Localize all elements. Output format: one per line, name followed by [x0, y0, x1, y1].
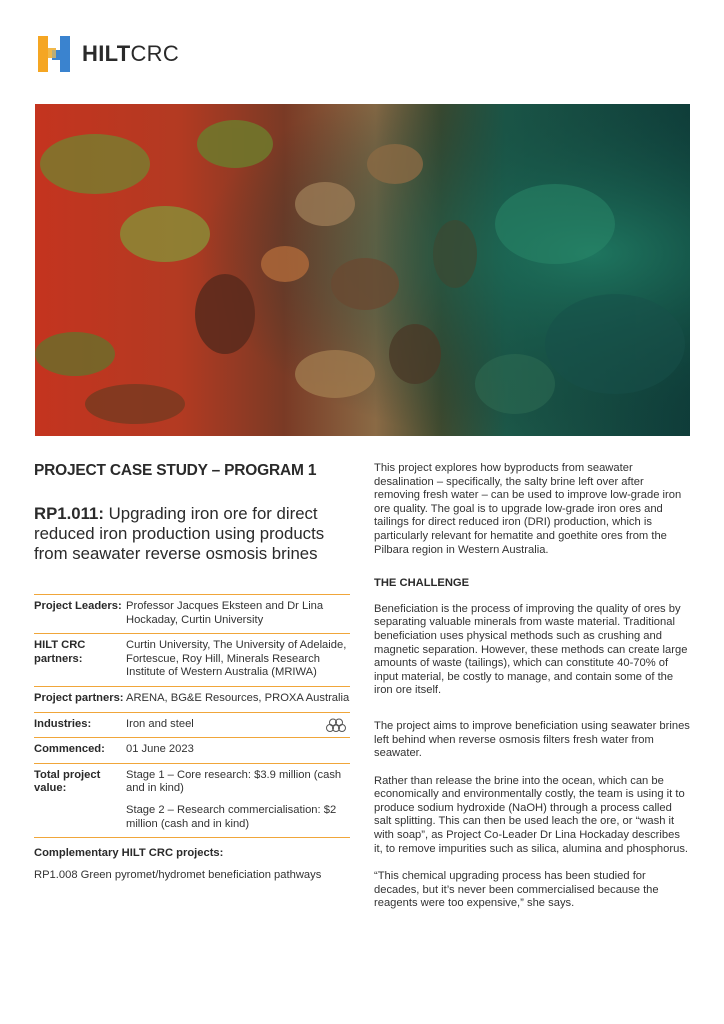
project-code: RP1.011: — [34, 504, 104, 523]
fact-row-project-partners — [34, 687, 350, 713]
fact-value: Iron and steel — [126, 717, 194, 730]
fact-value: Stage 1 – Core research: $3.9 million (cash and in kind) Stage 2 – Research commercialisation: $2 million (cash and in kind) — [126, 768, 342, 830]
section-eyebrow: PROJECT CASE STUDY – PROGRAM 1 — [34, 462, 317, 479]
complementary-projects — [34, 846, 350, 882]
left-column — [34, 462, 350, 564]
fact-value: Professor Jacques Eksteen and Dr Lina Hockaday, Curtin University — [126, 600, 324, 626]
body-paragraph: Beneficiation is the process of improving the quality of ores by separating valuable minerals from waste material. Traditional beneficiation uses physical methods such as crushing and magnetic separation. However, these methods can create large amounts of waste (tailings), which can constitute 40-70% of input material, be costly to manage, and contain some of the iron ore itself. — [374, 602, 688, 697]
fact-row-industries — [34, 713, 350, 739]
body-paragraph: “This chemical upgrading process has been studied for decades, but it’s never been commercialised because the reagents were too expensive,” she says. — [374, 870, 659, 910]
fact-value: Curtin University, The University of Adelaide, Fortescue, Roy Hill, Minerals Research Institute of Western Australia (MRIWA) — [126, 639, 347, 679]
body-paragraph: Rather than release the brine into the ocean, which can be economically and environmentally costly, the team is using it to produce sodium hydroxide (NaOH) through a process called salt splitting. This can then be used leach the ore, or “wash it with soap”, as Project Co-Leader Dr Lina Hockaday describes it, to remove impurities such as silica, alumina and phosphorus. — [374, 774, 689, 855]
hilt-crc-logo — [34, 32, 179, 76]
fact-value: ARENA, BG&E Resources, PROXA Australia — [126, 691, 350, 704]
complementary-label: Complementary HILT CRC projects: — [34, 847, 224, 860]
fact-label: Project partners: — [34, 691, 124, 704]
project-facts-table — [34, 594, 350, 882]
right-column-body — [374, 462, 690, 925]
iron-ore-pile-icon — [324, 717, 348, 733]
intro-paragraph: This project explores how byproducts from seawater desalination – specifically, the salty brine left over after removing fresh water – can be used to improve low-grade iron ore quality. The goal is to upgrade low-grade iron ores and tailings for direct reduced iron (DRI) production, which is particularly relevant for hematite and goethite ores from the Pilbara region in Western Australia. — [374, 462, 682, 556]
fact-label: HILT CRC partners: — [34, 639, 86, 665]
fact-row-commenced — [34, 738, 350, 764]
project-title — [34, 504, 350, 564]
fact-row-hilt-partners — [34, 634, 350, 687]
fact-value: 01 June 2023 — [126, 743, 194, 756]
fact-label: Industries: — [34, 717, 92, 730]
hilt-crc-logo-icon — [34, 32, 74, 76]
body-paragraph: The project aims to improve beneficiation using seawater brines left behind when reverse osmosis filters fresh water from seawater. — [374, 719, 690, 760]
project-title-text: Upgrading iron ore for direct reduced iron production using products from seawater reverse osmosis brines — [34, 504, 325, 563]
complementary-value: RP1.008 Green pyromet/hydromet beneficiation pathways — [34, 869, 322, 882]
fact-row-total-value — [34, 764, 350, 838]
challenge-heading: THE CHALLENGE — [374, 577, 470, 590]
fact-row-leaders — [34, 595, 350, 634]
hero-aerial-photo — [35, 104, 690, 436]
fact-label: Total project value: — [34, 768, 101, 795]
fact-label: Commenced: — [34, 743, 105, 756]
logo-wordmark: HILTCRC — [82, 41, 180, 66]
fact-label: Project Leaders: — [34, 600, 122, 612]
